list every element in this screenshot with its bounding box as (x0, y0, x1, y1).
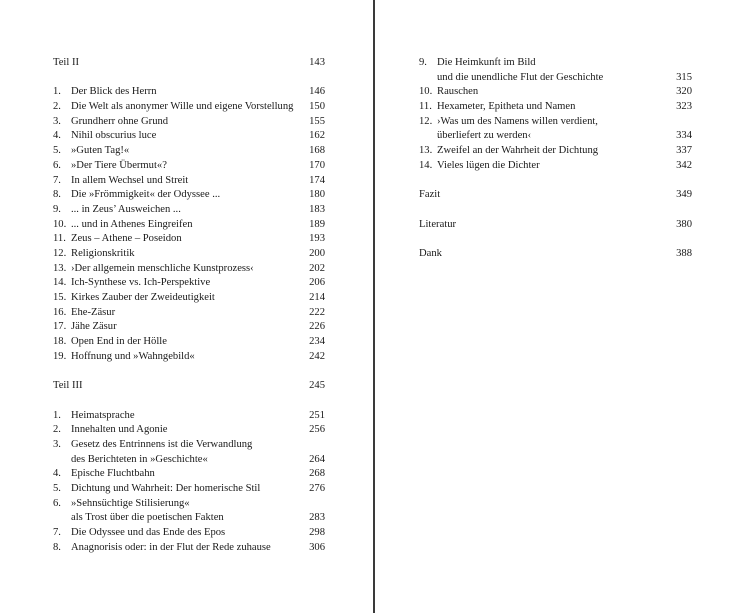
toc-entry (53, 453, 325, 468)
page-number: 234 (309, 336, 325, 348)
entry-number: 11. (419, 101, 432, 113)
entry-number: 12. (419, 115, 433, 127)
page-number: 206 (309, 277, 325, 289)
toc-entry (53, 159, 325, 174)
toc-entry (53, 335, 325, 350)
page-number: 242 (309, 350, 325, 362)
entry-title: Hoffnung und »Wahngebild« (71, 350, 195, 362)
toc-entry (419, 71, 692, 86)
toc-entry (53, 85, 325, 100)
entry-number: 5. (53, 145, 61, 157)
toc-left-column (53, 56, 325, 555)
entry-number: 15. (53, 292, 67, 303)
toc-entry (53, 247, 325, 262)
part-title: Teil III (53, 380, 83, 392)
toc-entry (419, 56, 692, 71)
page-number: 306 (309, 541, 325, 553)
page-number: 334 (676, 130, 692, 142)
page-number: 349 (676, 189, 692, 201)
entry-title: Vieles lügen die Dichter (437, 159, 540, 171)
page-number: 251 (309, 409, 325, 421)
entry-title: Innehalten und Agonie (71, 424, 168, 436)
entry-number: 10. (419, 86, 433, 98)
entry-title: Zeus – Athene – Poseidon (71, 233, 182, 245)
toc-entry (53, 350, 325, 365)
page-number: 337 (676, 145, 692, 157)
entry-title: Zweifel an der Wahrheit der Dichtung (437, 145, 599, 157)
toc-entry (53, 511, 325, 526)
page-number: 143 (309, 57, 325, 68)
page-number: 226 (309, 321, 325, 333)
entry-number: 8. (53, 541, 61, 553)
page-number: 298 (309, 527, 325, 538)
entry-title: Hexameter, Epitheta und Namen (437, 101, 576, 113)
left-page (0, 0, 373, 613)
entry-title: ›Der allgemein menschliche Kunstprozess‹ (71, 262, 254, 274)
entry-title: ›Was um des Namens willen verdient, (437, 115, 598, 127)
toc-entry (419, 115, 692, 130)
entry-number: 10. (53, 218, 67, 230)
entry-number: 2. (53, 424, 61, 436)
entry-number: 6. (53, 159, 61, 171)
entry-number: 13. (419, 145, 433, 157)
right-page (376, 0, 750, 613)
toc-section-dank (419, 247, 692, 262)
page-number: 256 (309, 424, 325, 436)
entry-title: »Der Tiere Übermut«? (71, 159, 167, 171)
page-number: 200 (309, 247, 325, 259)
page-number: 150 (309, 101, 325, 113)
toc-entry (53, 291, 325, 306)
entry-title: überliefert zu werden‹ (437, 130, 532, 142)
toc-entry (53, 144, 325, 159)
entry-title: Rauschen (437, 86, 479, 98)
entry-number: 6. (53, 497, 61, 509)
toc-entry (53, 276, 325, 291)
entry-title: »Guten Tag!« (71, 145, 130, 157)
entry-title: Der Blick des Herrn (71, 86, 157, 98)
toc-entry (419, 129, 692, 144)
toc-right-column (419, 56, 692, 262)
toc-entry (53, 526, 325, 541)
toc-entry (419, 144, 692, 159)
entry-title: ... und in Athenes Eingreifen (71, 218, 193, 230)
entry-number: 11. (53, 233, 66, 245)
toc-entry (53, 541, 325, 556)
entry-number: 2. (53, 101, 61, 113)
toc-entry (53, 203, 325, 218)
entry-number: 4. (53, 130, 61, 142)
page-number: 342 (676, 159, 692, 171)
entry-title: Dichtung und Wahrheit: Der homerische Stil (71, 482, 261, 494)
toc-entry (53, 174, 325, 189)
entry-title: Ehe-Zäsur (71, 306, 116, 318)
page-number: 189 (309, 218, 325, 230)
entry-number: 17. (53, 321, 67, 333)
toc-entry (53, 409, 325, 424)
entry-title: Heimatsprache (71, 409, 135, 421)
entry-title: In allem Wechsel und Streit (71, 174, 189, 186)
page-number: 245 (309, 380, 325, 392)
entry-title: »Sehnsüchtige Stilisierung« (71, 497, 190, 509)
page-number: 214 (309, 292, 325, 303)
toc-section-fazit (419, 188, 692, 203)
part-heading (53, 56, 325, 71)
entry-number: 14. (53, 277, 67, 289)
page-number: 380 (676, 218, 692, 230)
entry-number: 18. (53, 336, 67, 348)
page-number: 170 (309, 159, 325, 171)
entry-number: 7. (53, 527, 61, 538)
section-title: Dank (419, 247, 442, 259)
page-number: 268 (309, 468, 325, 480)
page-number: 180 (309, 189, 325, 201)
page-number: 162 (309, 130, 325, 142)
part-title: Teil II (53, 57, 80, 68)
page-number: 202 (309, 262, 325, 274)
page-number: 283 (309, 512, 325, 524)
entry-title: Nihil obscurius luce (71, 130, 157, 142)
entry-number: 1. (53, 409, 61, 421)
entry-number: 9. (53, 203, 61, 215)
entry-number: 3. (53, 438, 61, 450)
toc-entry (53, 262, 325, 277)
entry-title: als Trost über die poetischen Fakten (71, 512, 224, 524)
page-number: 320 (676, 86, 692, 98)
entry-title: Kirkes Zauber der Zweideutigkeit (71, 292, 215, 303)
entry-number: 9. (419, 57, 427, 68)
entry-title: Open End in der Hölle (71, 336, 167, 348)
toc-entry (53, 438, 325, 453)
page-number: 315 (676, 71, 692, 83)
entry-number: 3. (53, 115, 61, 127)
page-number: 222 (309, 306, 325, 318)
entry-number: 19. (53, 350, 67, 362)
entry-title: Jähe Zäsur (71, 321, 117, 333)
entry-number: 5. (53, 482, 61, 494)
book-gutter (373, 0, 375, 613)
toc-entry (53, 320, 325, 335)
section-title: Fazit (419, 189, 441, 201)
toc-entry (419, 100, 692, 115)
entry-number: 4. (53, 468, 61, 480)
entry-title: Die »Frömmigkeit« der Odyssee ... (71, 189, 221, 201)
toc-entry (53, 423, 325, 438)
entry-title: Anagnorisis oder: in der Flut der Rede zuhause (71, 541, 271, 553)
toc-entry (53, 482, 325, 497)
toc-entry (53, 115, 325, 130)
page-number: 155 (309, 115, 325, 127)
toc-entry (419, 159, 692, 174)
toc-entry (419, 85, 692, 100)
toc-entry (53, 232, 325, 247)
toc-section-literatur (419, 218, 692, 233)
page-number: 264 (309, 453, 325, 465)
page-number: 174 (309, 174, 325, 186)
toc-entry (53, 497, 325, 512)
toc-entry (53, 306, 325, 321)
section-title: Literatur (419, 218, 457, 230)
page-number: 193 (309, 233, 325, 245)
toc-entry (53, 188, 325, 203)
entry-number: 14. (419, 159, 433, 171)
page-number: 323 (676, 101, 692, 113)
page-number: 183 (309, 203, 325, 215)
entry-title: des Berichteten in »Geschichte« (71, 453, 208, 465)
page-number: 276 (309, 482, 325, 494)
entry-title: Epische Fluchtbahn (71, 468, 155, 480)
entry-number: 8. (53, 189, 61, 201)
part-heading (53, 379, 325, 394)
entry-number: 13. (53, 262, 67, 274)
entry-title: Ich-Synthese vs. Ich-Perspektive (71, 277, 211, 289)
entry-title: Die Heimkunft im Bild (437, 57, 536, 68)
entry-title: ... in Zeus’ Ausweichen ... (71, 203, 181, 215)
entry-number: 1. (53, 86, 61, 98)
entry-title: Religionskritik (71, 247, 135, 259)
page-number: 168 (309, 145, 325, 157)
page-number: 146 (309, 86, 325, 98)
entry-number: 7. (53, 174, 61, 186)
entry-title: und die unendliche Flut der Geschichte (437, 71, 604, 83)
entry-title: Gesetz des Entrinnens ist die Verwandlung (71, 438, 253, 450)
entry-number: 16. (53, 306, 67, 318)
entry-number: 12. (53, 247, 67, 259)
page-number: 388 (676, 247, 692, 259)
entry-title: Die Odyssee und das Ende des Epos (71, 527, 226, 538)
entry-title: Grundherr ohne Grund (71, 115, 169, 127)
toc-entry (53, 218, 325, 233)
entry-title: Die Welt als anonymer Wille und eigene Vorstellung (71, 101, 294, 113)
toc-entry (53, 129, 325, 144)
toc-entry (53, 467, 325, 482)
toc-entry (53, 100, 325, 115)
